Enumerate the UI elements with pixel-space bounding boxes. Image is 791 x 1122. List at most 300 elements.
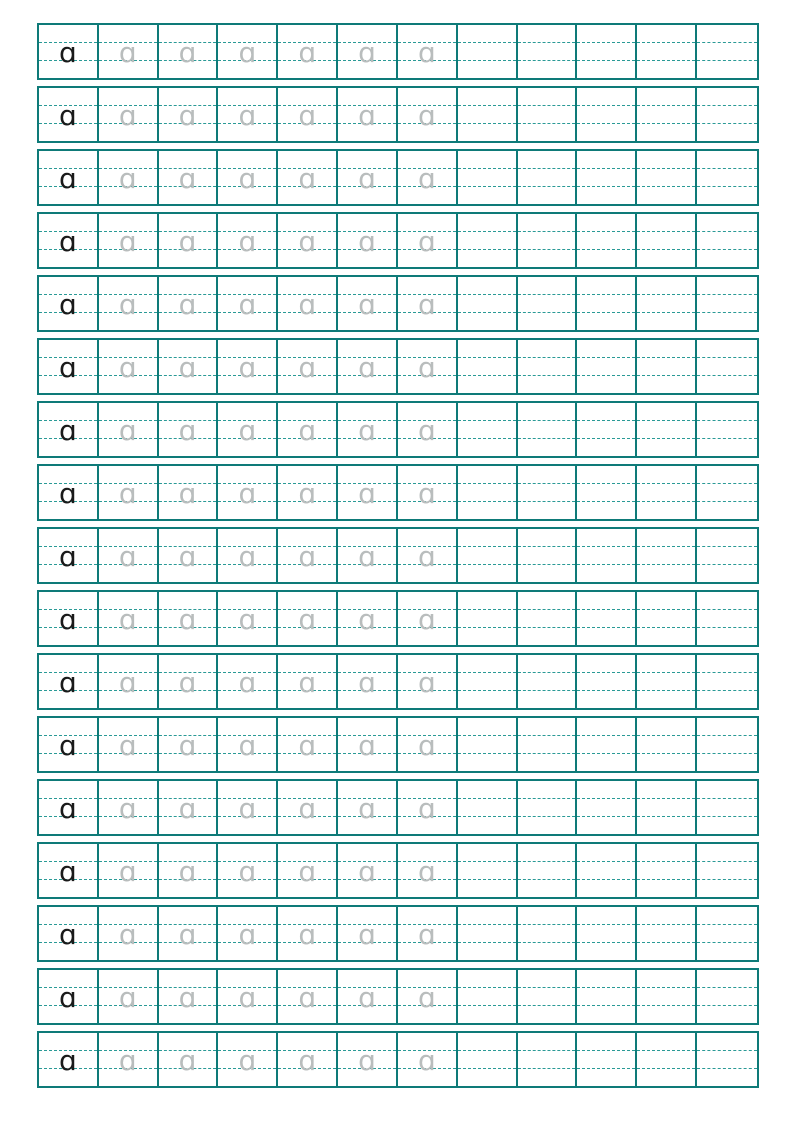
- blank-practice-cell[interactable]: [518, 718, 578, 771]
- blank-practice-cell[interactable]: [577, 25, 637, 78]
- trace-letter-cell[interactable]: [218, 1033, 278, 1086]
- trace-letter: ɑ: [178, 917, 197, 951]
- trace-letter-cell[interactable]: [159, 214, 219, 267]
- practice-row: [37, 464, 759, 521]
- trace-letter: ɑ: [238, 791, 257, 825]
- practice-row: [37, 905, 759, 962]
- blank-practice-cell[interactable]: [637, 907, 697, 960]
- trace-letter-cell[interactable]: [278, 970, 338, 1023]
- trace-letter-cell[interactable]: [99, 214, 159, 267]
- blank-practice-cell[interactable]: [518, 466, 578, 519]
- trace-letter: ɑ: [358, 161, 376, 195]
- trace-letter: ɑ: [118, 413, 137, 447]
- trace-letter: ɑ: [238, 980, 257, 1014]
- guide-line: [637, 1005, 695, 1006]
- guide-line: [637, 564, 695, 565]
- blank-practice-cell[interactable]: [577, 340, 637, 393]
- trace-letter-cell[interactable]: [159, 88, 219, 141]
- trace-letter-cell[interactable]: [218, 214, 278, 267]
- trace-letter-cell[interactable]: [278, 1033, 338, 1086]
- trace-letter-cell[interactable]: [278, 403, 338, 456]
- trace-letter-cell[interactable]: [159, 25, 219, 78]
- trace-letter-cell[interactable]: [218, 340, 278, 393]
- blank-practice-cell[interactable]: [577, 466, 637, 519]
- model-letter-cell: [39, 466, 99, 519]
- blank-practice-cell[interactable]: [577, 844, 637, 897]
- blank-practice-cell[interactable]: [697, 277, 757, 330]
- blank-practice-cell[interactable]: [518, 214, 578, 267]
- trace-letter-cell[interactable]: [278, 340, 338, 393]
- trace-letter: ɑ: [358, 413, 376, 447]
- blank-practice-cell[interactable]: [697, 655, 757, 708]
- practice-row: [37, 968, 759, 1025]
- blank-practice-cell[interactable]: [518, 1033, 578, 1086]
- guide-line: [697, 420, 757, 421]
- blank-practice-cell[interactable]: [518, 88, 578, 141]
- trace-letter-cell[interactable]: [398, 529, 458, 582]
- blank-practice-cell[interactable]: [637, 88, 697, 141]
- trace-letter-cell[interactable]: [398, 970, 458, 1023]
- trace-letter-cell[interactable]: [398, 88, 458, 141]
- blank-practice-cell[interactable]: [458, 214, 518, 267]
- trace-letter-cell[interactable]: [99, 592, 159, 645]
- model-letter: ɑ: [59, 98, 77, 132]
- blank-practice-cell[interactable]: [458, 970, 518, 1023]
- blank-practice-cell[interactable]: [518, 151, 578, 204]
- practice-row: [37, 86, 759, 143]
- blank-practice-cell[interactable]: [697, 529, 757, 582]
- trace-letter-cell[interactable]: [338, 25, 398, 78]
- trace-letter-cell[interactable]: [159, 151, 219, 204]
- blank-practice-cell[interactable]: [637, 340, 697, 393]
- guide-line: [518, 564, 576, 565]
- blank-practice-cell[interactable]: [518, 592, 578, 645]
- blank-practice-cell[interactable]: [458, 529, 518, 582]
- trace-letter: ɑ: [238, 917, 257, 951]
- trace-letter-cell[interactable]: [398, 592, 458, 645]
- model-letter: ɑ: [59, 854, 77, 888]
- trace-letter-cell[interactable]: [159, 907, 219, 960]
- trace-letter: ɑ: [118, 350, 137, 384]
- trace-letter: ɑ: [238, 728, 257, 762]
- model-letter-cell: [39, 214, 99, 267]
- trace-letter-cell[interactable]: [278, 592, 338, 645]
- blank-practice-cell[interactable]: [637, 151, 697, 204]
- trace-letter-cell[interactable]: [398, 277, 458, 330]
- guide-line: [577, 186, 635, 187]
- trace-letter-cell[interactable]: [338, 340, 398, 393]
- model-letter: ɑ: [59, 665, 77, 699]
- blank-practice-cell[interactable]: [697, 214, 757, 267]
- blank-practice-cell[interactable]: [577, 151, 637, 204]
- blank-practice-cell[interactable]: [458, 592, 518, 645]
- blank-practice-cell[interactable]: [518, 655, 578, 708]
- guide-line: [458, 798, 516, 799]
- model-letter: ɑ: [59, 350, 77, 384]
- blank-practice-cell[interactable]: [458, 1033, 518, 1086]
- blank-practice-cell[interactable]: [518, 529, 578, 582]
- trace-letter-cell[interactable]: [218, 592, 278, 645]
- blank-practice-cell[interactable]: [697, 592, 757, 645]
- blank-practice-cell[interactable]: [518, 781, 578, 834]
- blank-practice-cell[interactable]: [458, 277, 518, 330]
- trace-letter-cell[interactable]: [99, 529, 159, 582]
- trace-letter-cell[interactable]: [398, 214, 458, 267]
- trace-letter-cell[interactable]: [278, 844, 338, 897]
- guide-line: [458, 231, 516, 232]
- trace-letter-cell[interactable]: [159, 844, 219, 897]
- trace-letter-cell[interactable]: [338, 214, 398, 267]
- trace-letter-cell[interactable]: [99, 781, 159, 834]
- trace-letter: ɑ: [417, 854, 436, 888]
- blank-practice-cell[interactable]: [577, 907, 637, 960]
- guide-line: [518, 942, 576, 943]
- blank-practice-cell[interactable]: [697, 340, 757, 393]
- trace-letter-cell[interactable]: [99, 970, 159, 1023]
- guide-line: [697, 375, 757, 376]
- blank-practice-cell[interactable]: [458, 655, 518, 708]
- trace-letter-cell[interactable]: [398, 466, 458, 519]
- trace-letter: ɑ: [178, 854, 197, 888]
- guide-line: [577, 501, 635, 502]
- guide-line: [577, 105, 635, 106]
- guide-line: [518, 123, 576, 124]
- trace-letter-cell[interactable]: [99, 466, 159, 519]
- trace-letter-cell[interactable]: [278, 277, 338, 330]
- guide-line: [458, 753, 516, 754]
- blank-practice-cell[interactable]: [577, 592, 637, 645]
- trace-letter-cell[interactable]: [398, 340, 458, 393]
- guide-line: [577, 312, 635, 313]
- model-letter: ɑ: [59, 602, 77, 636]
- blank-practice-cell[interactable]: [697, 781, 757, 834]
- guide-line: [518, 501, 576, 502]
- guide-line: [518, 312, 576, 313]
- blank-practice-cell[interactable]: [697, 844, 757, 897]
- guide-line: [637, 105, 695, 106]
- trace-letter-cell[interactable]: [99, 844, 159, 897]
- trace-letter-cell[interactable]: [338, 655, 398, 708]
- trace-letter-cell[interactable]: [218, 277, 278, 330]
- trace-letter: ɑ: [118, 665, 137, 699]
- trace-letter: ɑ: [178, 287, 197, 321]
- blank-practice-cell[interactable]: [518, 25, 578, 78]
- trace-letter-cell[interactable]: [338, 277, 398, 330]
- blank-practice-cell[interactable]: [637, 718, 697, 771]
- blank-practice-cell[interactable]: [577, 1033, 637, 1086]
- guide-line: [697, 564, 757, 565]
- blank-practice-cell[interactable]: [577, 403, 637, 456]
- blank-practice-cell[interactable]: [458, 88, 518, 141]
- trace-letter-cell[interactable]: [159, 340, 219, 393]
- blank-practice-cell[interactable]: [637, 214, 697, 267]
- trace-letter-cell[interactable]: [218, 151, 278, 204]
- guide-line: [458, 1005, 516, 1006]
- guide-line: [458, 105, 516, 106]
- blank-practice-cell[interactable]: [637, 781, 697, 834]
- blank-practice-cell[interactable]: [697, 25, 757, 78]
- trace-letter-cell[interactable]: [159, 403, 219, 456]
- trace-letter-cell[interactable]: [398, 781, 458, 834]
- blank-practice-cell[interactable]: [577, 781, 637, 834]
- trace-letter-cell[interactable]: [398, 907, 458, 960]
- guide-line: [458, 861, 516, 862]
- guide-line: [637, 753, 695, 754]
- blank-practice-cell[interactable]: [637, 592, 697, 645]
- guide-line: [577, 798, 635, 799]
- trace-letter: ɑ: [358, 287, 376, 321]
- trace-letter-cell[interactable]: [338, 88, 398, 141]
- trace-letter-cell[interactable]: [99, 1033, 159, 1086]
- guide-line: [458, 1050, 516, 1051]
- blank-practice-cell[interactable]: [577, 970, 637, 1023]
- trace-letter-cell[interactable]: [218, 844, 278, 897]
- blank-practice-cell[interactable]: [697, 151, 757, 204]
- model-letter: ɑ: [59, 791, 77, 825]
- trace-letter-cell[interactable]: [99, 907, 159, 960]
- trace-letter-cell[interactable]: [218, 970, 278, 1023]
- blank-practice-cell[interactable]: [577, 88, 637, 141]
- trace-letter-cell[interactable]: [159, 529, 219, 582]
- blank-practice-cell[interactable]: [637, 277, 697, 330]
- trace-letter-cell[interactable]: [278, 655, 338, 708]
- trace-letter: ɑ: [178, 161, 197, 195]
- blank-practice-cell[interactable]: [458, 718, 518, 771]
- guide-line: [518, 987, 576, 988]
- guide-line: [637, 186, 695, 187]
- blank-practice-cell[interactable]: [458, 151, 518, 204]
- trace-letter-cell[interactable]: [218, 25, 278, 78]
- guide-line: [697, 672, 757, 673]
- guide-line: [518, 627, 576, 628]
- blank-practice-cell[interactable]: [637, 970, 697, 1023]
- trace-letter-cell[interactable]: [338, 907, 398, 960]
- trace-letter: ɑ: [118, 35, 137, 69]
- guide-line: [637, 1050, 695, 1051]
- blank-practice-cell[interactable]: [577, 655, 637, 708]
- trace-letter-cell[interactable]: [338, 781, 398, 834]
- guide-line: [458, 375, 516, 376]
- trace-letter: ɑ: [417, 35, 436, 69]
- trace-letter-cell[interactable]: [159, 718, 219, 771]
- trace-letter: ɑ: [358, 539, 376, 573]
- practice-row: [37, 590, 759, 647]
- blank-practice-cell[interactable]: [637, 844, 697, 897]
- guide-line: [518, 60, 576, 61]
- blank-practice-cell[interactable]: [458, 844, 518, 897]
- blank-practice-cell[interactable]: [697, 718, 757, 771]
- trace-letter: ɑ: [178, 98, 197, 132]
- trace-letter-cell[interactable]: [99, 88, 159, 141]
- guide-line: [697, 546, 757, 547]
- trace-letter-cell[interactable]: [218, 466, 278, 519]
- trace-letter: ɑ: [118, 980, 137, 1014]
- trace-letter-cell[interactable]: [218, 655, 278, 708]
- trace-letter: ɑ: [298, 665, 317, 699]
- blank-practice-cell[interactable]: [518, 403, 578, 456]
- blank-practice-cell[interactable]: [637, 1033, 697, 1086]
- trace-letter-cell[interactable]: [338, 844, 398, 897]
- trace-letter-cell[interactable]: [218, 907, 278, 960]
- guide-line: [697, 861, 757, 862]
- guide-line: [577, 546, 635, 547]
- guide-line: [637, 672, 695, 673]
- blank-practice-cell[interactable]: [697, 88, 757, 141]
- blank-practice-cell[interactable]: [518, 277, 578, 330]
- blank-practice-cell[interactable]: [697, 1033, 757, 1086]
- trace-letter: ɑ: [358, 1043, 376, 1077]
- trace-letter-cell[interactable]: [338, 1033, 398, 1086]
- guide-line: [458, 249, 516, 250]
- trace-letter-cell[interactable]: [159, 277, 219, 330]
- blank-practice-cell[interactable]: [637, 529, 697, 582]
- trace-letter-cell[interactable]: [278, 529, 338, 582]
- blank-practice-cell[interactable]: [458, 907, 518, 960]
- trace-letter: ɑ: [298, 413, 317, 447]
- blank-practice-cell[interactable]: [697, 466, 757, 519]
- trace-letter-cell[interactable]: [99, 277, 159, 330]
- trace-letter: ɑ: [238, 539, 257, 573]
- blank-practice-cell[interactable]: [518, 970, 578, 1023]
- trace-letter-cell[interactable]: [398, 25, 458, 78]
- blank-practice-cell[interactable]: [577, 718, 637, 771]
- blank-practice-cell[interactable]: [697, 403, 757, 456]
- trace-letter: ɑ: [417, 728, 436, 762]
- trace-letter-cell[interactable]: [278, 88, 338, 141]
- trace-letter-cell[interactable]: [218, 88, 278, 141]
- trace-letter: ɑ: [358, 602, 376, 636]
- blank-practice-cell[interactable]: [458, 25, 518, 78]
- trace-letter-cell[interactable]: [159, 592, 219, 645]
- guide-line: [458, 987, 516, 988]
- trace-letter-cell[interactable]: [99, 718, 159, 771]
- guide-line: [697, 249, 757, 250]
- blank-practice-cell[interactable]: [577, 214, 637, 267]
- trace-letter-cell[interactable]: [99, 655, 159, 708]
- trace-letter-cell[interactable]: [398, 151, 458, 204]
- guide-line: [518, 375, 576, 376]
- guide-line: [458, 690, 516, 691]
- blank-practice-cell[interactable]: [518, 907, 578, 960]
- guide-line: [458, 735, 516, 736]
- trace-letter-cell[interactable]: [338, 403, 398, 456]
- guide-line: [458, 357, 516, 358]
- trace-letter: ɑ: [118, 287, 137, 321]
- trace-letter-cell[interactable]: [338, 592, 398, 645]
- blank-practice-cell[interactable]: [637, 25, 697, 78]
- trace-letter-cell[interactable]: [159, 655, 219, 708]
- trace-letter-cell[interactable]: [278, 466, 338, 519]
- trace-letter-cell[interactable]: [398, 655, 458, 708]
- model-letter-cell: [39, 151, 99, 204]
- trace-letter-cell[interactable]: [218, 529, 278, 582]
- trace-letter-cell[interactable]: [278, 781, 338, 834]
- trace-letter-cell[interactable]: [398, 403, 458, 456]
- guide-line: [458, 60, 516, 61]
- blank-practice-cell[interactable]: [458, 340, 518, 393]
- guide-line: [458, 312, 516, 313]
- trace-letter-cell[interactable]: [218, 403, 278, 456]
- trace-letter-cell[interactable]: [278, 151, 338, 204]
- trace-letter-cell[interactable]: [99, 340, 159, 393]
- trace-letter-cell[interactable]: [99, 151, 159, 204]
- trace-letter-cell[interactable]: [159, 970, 219, 1023]
- guide-line: [458, 879, 516, 880]
- guide-line: [458, 420, 516, 421]
- practice-row: [37, 653, 759, 710]
- trace-letter-cell[interactable]: [338, 529, 398, 582]
- trace-letter: ɑ: [417, 476, 436, 510]
- trace-letter-cell[interactable]: [398, 718, 458, 771]
- trace-letter-cell[interactable]: [278, 718, 338, 771]
- trace-letter-cell[interactable]: [159, 781, 219, 834]
- trace-letter-cell[interactable]: [278, 214, 338, 267]
- model-letter-cell: [39, 25, 99, 78]
- guide-line: [577, 609, 635, 610]
- trace-letter-cell[interactable]: [338, 718, 398, 771]
- blank-practice-cell[interactable]: [458, 403, 518, 456]
- blank-practice-cell[interactable]: [518, 340, 578, 393]
- blank-practice-cell[interactable]: [697, 907, 757, 960]
- trace-letter: ɑ: [178, 1043, 197, 1077]
- trace-letter-cell[interactable]: [218, 718, 278, 771]
- trace-letter-cell[interactable]: [218, 781, 278, 834]
- guide-line: [458, 627, 516, 628]
- trace-letter-cell[interactable]: [278, 907, 338, 960]
- trace-letter-cell[interactable]: [99, 403, 159, 456]
- guide-line: [637, 375, 695, 376]
- blank-practice-cell[interactable]: [577, 529, 637, 582]
- trace-letter: ɑ: [298, 917, 317, 951]
- trace-letter: ɑ: [118, 854, 137, 888]
- trace-letter: ɑ: [417, 98, 436, 132]
- guide-line: [697, 483, 757, 484]
- guide-line: [577, 672, 635, 673]
- trace-letter-cell[interactable]: [338, 970, 398, 1023]
- trace-letter-cell[interactable]: [398, 844, 458, 897]
- model-letter-cell: [39, 277, 99, 330]
- blank-practice-cell[interactable]: [577, 277, 637, 330]
- guide-line: [518, 1050, 576, 1051]
- trace-letter: ɑ: [417, 161, 436, 195]
- trace-letter-cell[interactable]: [159, 1033, 219, 1086]
- trace-letter-cell[interactable]: [398, 1033, 458, 1086]
- guide-line: [697, 1068, 757, 1069]
- trace-letter-cell[interactable]: [338, 466, 398, 519]
- model-letter-cell: [39, 592, 99, 645]
- blank-practice-cell[interactable]: [637, 655, 697, 708]
- trace-letter-cell[interactable]: [99, 25, 159, 78]
- guide-line: [577, 861, 635, 862]
- blank-practice-cell[interactable]: [637, 466, 697, 519]
- model-letter-cell: [39, 403, 99, 456]
- model-letter-cell: [39, 907, 99, 960]
- trace-letter-cell[interactable]: [159, 466, 219, 519]
- blank-practice-cell[interactable]: [518, 844, 578, 897]
- trace-letter-cell[interactable]: [278, 25, 338, 78]
- guide-line: [577, 735, 635, 736]
- trace-letter-cell[interactable]: [338, 151, 398, 204]
- blank-practice-cell[interactable]: [458, 781, 518, 834]
- guide-line: [637, 483, 695, 484]
- guide-line: [697, 987, 757, 988]
- model-letter-cell: [39, 844, 99, 897]
- guide-line: [637, 735, 695, 736]
- blank-practice-cell[interactable]: [458, 466, 518, 519]
- trace-letter: ɑ: [238, 287, 257, 321]
- blank-practice-cell[interactable]: [697, 970, 757, 1023]
- blank-practice-cell[interactable]: [637, 403, 697, 456]
